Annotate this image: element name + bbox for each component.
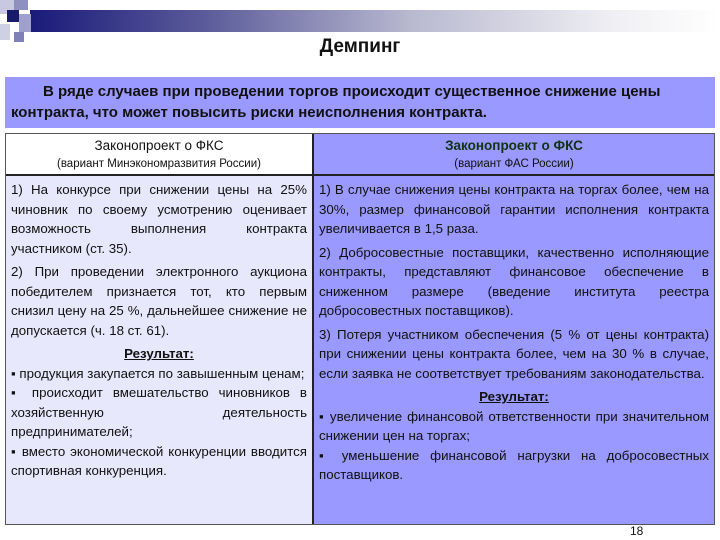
right-bullet: ▪ уменьшение финансовой нагрузки на добросовестных поставщиков.: [319, 447, 709, 482]
header-band: [30, 10, 720, 32]
comparison-table: [5, 133, 715, 525]
right-header: [314, 134, 714, 176]
left-item: 2) При проведении электронного аукциона победителем признается тот, кто первым снизил цену на 25 %, дальнейшее снижение не допускается (ч. 18 ст. 61).: [11, 264, 307, 338]
right-result-label: Результат:: [479, 389, 549, 404]
left-bullet: ▪ происходит вмешательство чиновников в хозяйственную деятельность предпринимателей;: [11, 385, 307, 439]
left-item: 1) На конкурсе при снижении цены на 25% чиновник по своему усмотрению оценивает возможность выполнения контракта участником (ст. 35).: [11, 182, 307, 256]
right-header-subtitle: (вариант ФАС России): [454, 158, 574, 170]
intro-text: В ряде случаев при проведении торгов происходит существенное снижение цены контракта, что может повысить риски неисполнения контракта.: [11, 83, 661, 121]
page-number: 18: [630, 524, 644, 538]
intro-banner: [5, 77, 715, 128]
right-item: 2) Добросовестные поставщики, качественно исполняющие контракты, представляют финансовое обеспечение в сниженном размере (введение института реестра добросовестных поставщиков).: [319, 244, 709, 318]
left-result-label: Результат:: [124, 346, 194, 361]
left-header-title: Законопроект о ФКС: [94, 138, 224, 153]
left-header: [6, 134, 314, 176]
left-bullet: ▪ вместо экономической конкуренции вводится спортивная конкуренция.: [11, 443, 307, 478]
left-header-subtitle: (вариант Минэкономразвития России): [57, 158, 261, 170]
left-bullet: ▪ продукция закупается по завышенным ценам;: [11, 365, 305, 381]
right-column: [314, 176, 714, 524]
right-item: 1) В случае снижения цены контракта на торгах более, чем на 30%, размер финансовой гарантии исполнения контракта увеличивается в 1,5 раза.: [319, 182, 709, 236]
left-column: [6, 176, 314, 524]
right-bullet: ▪ увеличение финансовой ответственности при значительном снижении цен на торгах;: [319, 408, 709, 443]
decor-square: [19, 14, 31, 32]
right-item: 3) Потеря участником обеспечения (5 % от цены контракта) при снижении цены контракта более, чем на 30 % в случае, если заявка не соответствует требованиям законодательства.: [319, 326, 709, 381]
page-title: Демпинг: [319, 36, 401, 57]
decor-square: [14, 0, 28, 10]
decor-square: [7, 10, 19, 22]
right-header-title: Законопроект о ФКС: [445, 138, 583, 153]
